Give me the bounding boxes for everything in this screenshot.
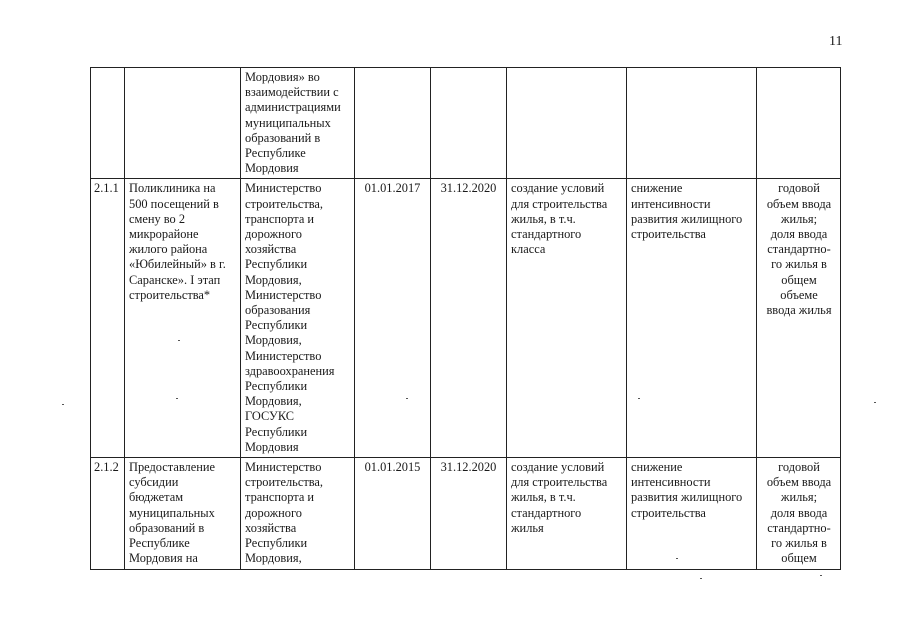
cell-non-implementation-impact: снижение интенсивности развития жилищного строительства [627, 179, 757, 458]
cell-number [91, 68, 125, 179]
table-row [91, 179, 841, 458]
cell-indicator [757, 68, 841, 179]
cell-start-date: 01.01.2017 [355, 179, 431, 458]
cell-start-date: 01.01.2015 [355, 458, 431, 569]
cell-end-date [431, 68, 507, 179]
cell-executor: Мордовия» во взаимодействии с администрациями муниципальных образований в Республике Мордовия [241, 68, 355, 179]
cell-expected-result [507, 68, 627, 179]
table-row [91, 68, 841, 179]
scan-speck [638, 398, 640, 399]
cell-measure-name: Поликлиника на 500 посещений в смену во 2 микрорайоне жилого района «Юбилейный» в г. Саранске». I этап строительства* [125, 179, 241, 458]
cell-number: 2.1.1 [91, 179, 125, 458]
cell-indicator: годовой объем ввода жилья; доля ввода стандартно- го жилья в общем [757, 458, 841, 569]
cell-end-date: 31.12.2020 [431, 179, 507, 458]
cell-end-date: 31.12.2020 [431, 458, 507, 569]
cell-executor: Министерство строительства, транспорта и дорожного хозяйства Республики Мордовия, Министерство образования Республики Мордовия, Министерство здравоохранения Республики Мордовия, ГОСУКС Республики Мордовия [241, 179, 355, 458]
measures-table [90, 67, 841, 570]
cell-expected-result: создание условий для строительства жилья, в т.ч. стандартного жилья [507, 458, 627, 569]
scan-speck [62, 404, 64, 405]
cell-expected-result: создание условий для строительства жилья, в т.ч. стандартного класса [507, 179, 627, 458]
scan-speck [700, 578, 702, 579]
cell-indicator: годовой объем ввода жилья; доля ввода стандартно- го жилья в общем объеме ввода жилья [757, 179, 841, 458]
page-number: 11 [829, 34, 843, 49]
cell-measure-name [125, 68, 241, 179]
cell-measure-name: Предоставление субсидии бюджетам муниципальных образований в Республике Мордовия на [125, 458, 241, 569]
cell-non-implementation-impact: снижение интенсивности развития жилищного строительства [627, 458, 757, 569]
scan-speck [820, 575, 822, 576]
scan-speck [406, 398, 408, 399]
table-row [91, 458, 841, 569]
scan-speck [874, 402, 876, 403]
cell-start-date [355, 68, 431, 179]
scan-speck [176, 398, 178, 399]
scan-speck [178, 340, 180, 341]
cell-non-implementation-impact [627, 68, 757, 179]
scan-speck [676, 558, 678, 559]
cell-executor: Министерство строительства, транспорта и дорожного хозяйства Республики Мордовия, [241, 458, 355, 569]
cell-number: 2.1.2 [91, 458, 125, 569]
